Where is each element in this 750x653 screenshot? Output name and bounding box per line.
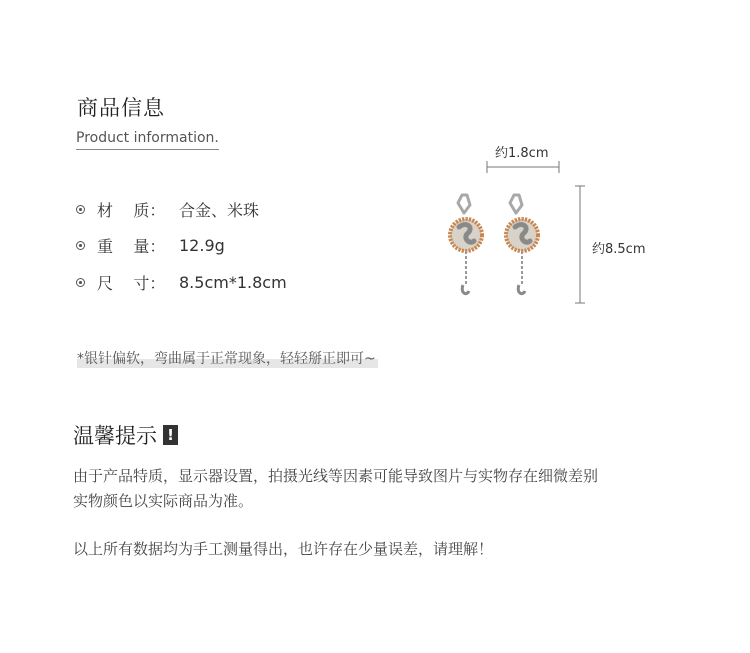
dimension-width-label: 约1.8cm — [495, 146, 549, 161]
earrings-illustration — [440, 155, 600, 310]
spec-label: 材 质： — [97, 201, 166, 220]
notice-heading — [73, 420, 178, 450]
spec-value: 合金、米珠 — [179, 201, 260, 220]
bullet-icon — [76, 205, 85, 214]
spec-value: 8.5cm*1.8cm — [179, 273, 287, 292]
notice-line: 由于产品特质，显示器设置，拍摄光线等因素可能导致图片与实物存在细微差别 — [73, 467, 599, 485]
notice-line: 实物颜色以实际商品为准。 — [73, 492, 254, 510]
notice-paragraph-2: 以上所有数据均为手工测量得出，也许存在少量误差，请理解！ — [73, 540, 494, 558]
earring-left — [450, 195, 482, 294]
bullet-icon — [76, 278, 85, 287]
width-dimension-line — [487, 161, 559, 173]
height-dimension-line — [575, 186, 585, 303]
spec-value: 12.9g — [179, 236, 225, 255]
spec-weight — [76, 234, 225, 257]
exclamation-icon: ! — [163, 425, 178, 445]
care-note: *银针偏软，弯曲属于正常现象，轻轻掰正即可~ — [77, 348, 378, 368]
bullet-icon — [76, 241, 85, 250]
spec-material — [76, 198, 259, 221]
product-info-title: 商品信息 — [77, 96, 165, 120]
product-info-subtitle: Product information. — [76, 130, 219, 150]
notice-title: 温馨提示 — [73, 424, 157, 448]
earring-right — [506, 195, 538, 294]
spec-size — [76, 271, 287, 294]
notice-paragraph-1 — [73, 464, 673, 514]
spec-label: 重 量： — [97, 237, 166, 256]
spec-label: 尺 寸： — [97, 274, 166, 293]
dimension-height-label: 约8.5cm — [592, 242, 646, 257]
